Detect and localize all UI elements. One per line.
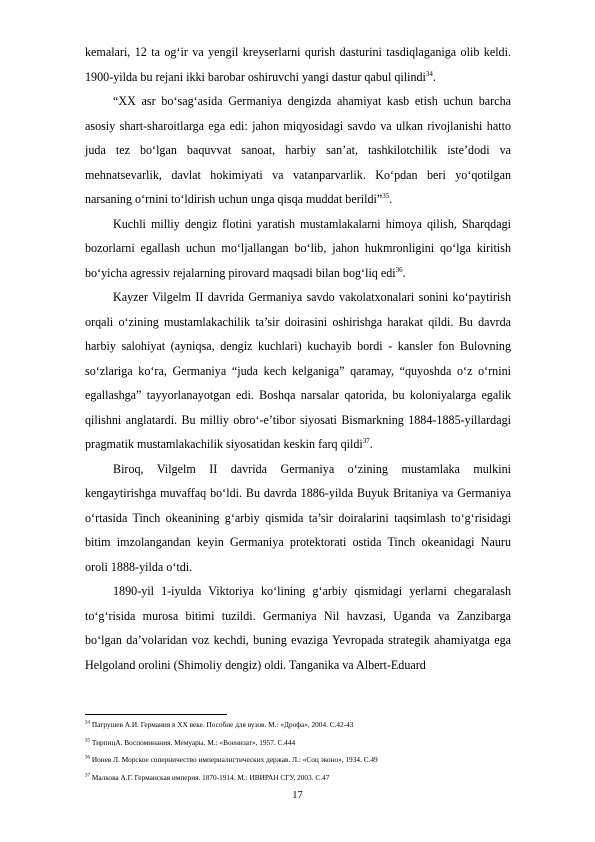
footnote-text: ТирпицА. Воспоминания. Мемуары. М.: «Военизат», 1957. С.444	[91, 737, 296, 747]
footnote-ref[interactable]: 36	[395, 265, 403, 274]
paragraph-text: Kayzer Vilgelm II davrida Germaniya savdo vakolatxonalari sonini ko‘paytirish orqali o‘zining mustamlakachilik ta’sir doirasini oshirishga harakat qildi. Bu davrda harbiy salohiyat (ayniqsa, dengiz kuchlari) kuchayib bordi - kansler fon Bulovning so‘zlariga ko‘ra, Germaniya “juda kech kelganiga” qaramay, “quyoshda o‘z o‘rnini egallashga” tayyorlanayotgan edi. Boshqa narsalar qatorida, bu koloniyalarga egalik qilishni anglatardi. Bu milliy obro‘-e’tibor siyosati Bismarkning 1884-1885-yillardagi pragmatik mustamlakachilik siyosatidan keskin farq qildi	[85, 290, 511, 451]
footnotes	[85, 716, 511, 786]
paragraph-tail: .	[389, 192, 393, 206]
paragraph-tail: .	[402, 265, 406, 280]
footnote-ref[interactable]: 35	[382, 191, 390, 200]
footnote-number: 35	[85, 738, 90, 744]
footnote-36	[85, 751, 511, 769]
paragraph-text: Biroq, Vilgelm II davrida Germaniya o‘zining mustamlaka mulkini kengaytirishga muvaffaq bo‘ldi. Bu davrda 1886-yilda Buyuk Britaniya va Germaniya o‘rtasida Tinch okeanining g‘arbiy qismida ta’sir doiralarini taqsimlash to‘g‘risidagi bitim imzolangandan keyin Germaniya protektorati ostida Tinch okeanidagi Nauru oroli 1888-yilda o‘tdi.	[85, 461, 511, 574]
footnote-34	[85, 716, 511, 734]
footnote-number: 37	[85, 773, 90, 779]
paragraph-6	[85, 579, 511, 677]
paragraph-tail: .	[432, 69, 436, 84]
footnote-ref[interactable]: 34	[425, 69, 433, 78]
footnote-number: 34	[85, 720, 90, 726]
paragraph-text: kemalari, 12 ta og‘ir va yengil kreyserlarni qurish dasturini tasdiqlaganiga olib keldi. 1900-yilda bu rejani ikki barobar oshiruvchi yangi dastur qabul qilindi	[85, 45, 511, 84]
footnote-text: Ионев Л. Морское соперничество империалистических держав. Л.: «Соц эконо», 1934. С.49	[91, 755, 378, 764]
body-text	[85, 40, 511, 677]
paragraph-tail: .	[369, 437, 373, 451]
footnote-text: Патрушев А.И. Германия в XX веке. Пособие для вузов. М.: «Дрофа», 2004. С.42-43	[91, 720, 354, 729]
footnote-35	[85, 734, 511, 752]
paragraph-text: Kuchli milliy dengiz flotini yaratish mustamlakalarni himoya qilish, Sharqdagi bozorlarni egallash uchun mo‘ljallangan bo‘lib, jahon hukmronligini qo‘lga kiritish bo‘yicha agressiv rejalarning pirovard maqsadi bilan bog‘liq edi	[85, 216, 511, 280]
footnote-text: Малкова А.Г. Германская империя. 1870-1914. М.: ИВИРАН СГУ, 2003. С.47	[91, 772, 330, 782]
footnote-37	[85, 769, 511, 787]
paragraph-text: “XX asr bo‘sag‘asida Germaniya dengizda ahamiyat kasb etish uchun barcha asosiy shart-sharoitlarga ega edi: jahon miqyosidagi savdo va ulkan rivojlanishi hatto juda tez bo‘lgan baquvvat sanoat, harbiy san’at, tashkilotchilik iste’dodi va mehnatsevarlik, davlat hokimiyati va vatanparvarlik. Ko‘pdan beri yo‘qotilgan narsaning o‘rnini to‘ldirish uchun unga qisqa muddat berildi”	[85, 94, 511, 206]
paragraph-2	[85, 89, 511, 212]
footnote-separator	[85, 714, 227, 715]
paragraph-1	[85, 40, 511, 89]
paragraph-text: 1890-yil 1-iyulda Viktoriya ko‘lining g‘arbiy qismidagi yerlarni chegaralash to‘g‘risida murosa bitimi tuzildi. Germaniya Nil havzasi, Uganda va Zanzibarga bo‘lgan da’volaridan voz kechdi, buning evaziga Yevropada strategik ahamiyatga ega Helgoland orolini (Shimoliy dengiz) oldi. Tanganika va Albert-Eduard	[85, 584, 511, 672]
paragraph-5	[85, 457, 511, 580]
paragraph-4	[85, 285, 511, 457]
paragraph-3	[85, 212, 511, 286]
page-number: 17	[292, 790, 303, 801]
footnote-number: 36	[85, 755, 90, 761]
footnote-ref[interactable]: 37	[362, 436, 370, 445]
